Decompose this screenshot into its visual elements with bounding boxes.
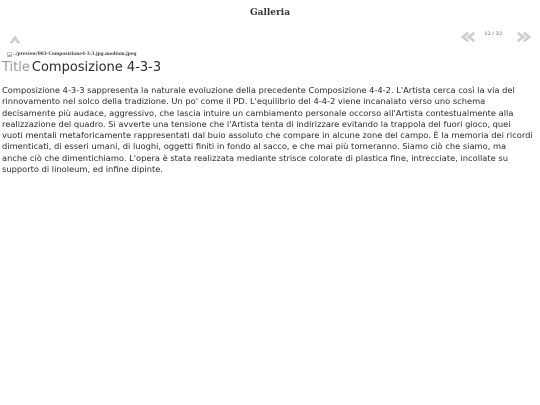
up-arrow-icon [9,35,21,45]
previous-button[interactable] [460,28,476,40]
artwork-title: Composizione 4-3-3 [31,60,162,75]
artwork-description: Composizione 4-3-3 sappresenta la naturale evoluzione della precedente Composizione 4-4-2. L'Artista cerca così la via del rinnovamento nel solco della tradizione. Un po' come il PD. L'equilibrio del 4-4-2 viene incanalato verso uno schema decisamente più audace, aggressivo, che lascia intuire un cambiamento personale occorso all'Artista contestualmente alla realizzazione del quadro. Si avverte una tensione che l'Artista tenta di indirizzare evitando la trappola del fuori gioco, quei vuoti mentali metaforicamente rappresentati dal buio assoluto che compare in alcune zone del campo. È la memoria dei ricordi dimenticati, di esseri umani, di luoghi, oggetti finiti in fondo al sacco, e che mai più torneranno. Siamo ciò che siamo, ma anche ciò che dimentichiamo. L'opera è stata realizzata mediante strisce colorate di plastica fine, intrecciate, incollate su supporto di linoleum, ed infine dipinte. [2,85,533,175]
page-title: Galleria [249,8,291,18]
image-alt-text: ../preview/003-Composizione4-3-3.jpg.medium.jpeg [13,52,137,57]
artwork-title-row [2,59,161,76]
double-right-arrow-icon [516,31,532,43]
next-button[interactable] [516,28,532,40]
broken-image-icon [7,52,12,57]
image-counter: 12 / 33 [484,31,502,37]
title-label: Title [2,60,30,75]
double-left-arrow-icon [460,31,476,43]
artwork-image[interactable] [7,51,136,58]
up-button[interactable] [9,30,21,40]
gallery-navigation [460,27,532,41]
